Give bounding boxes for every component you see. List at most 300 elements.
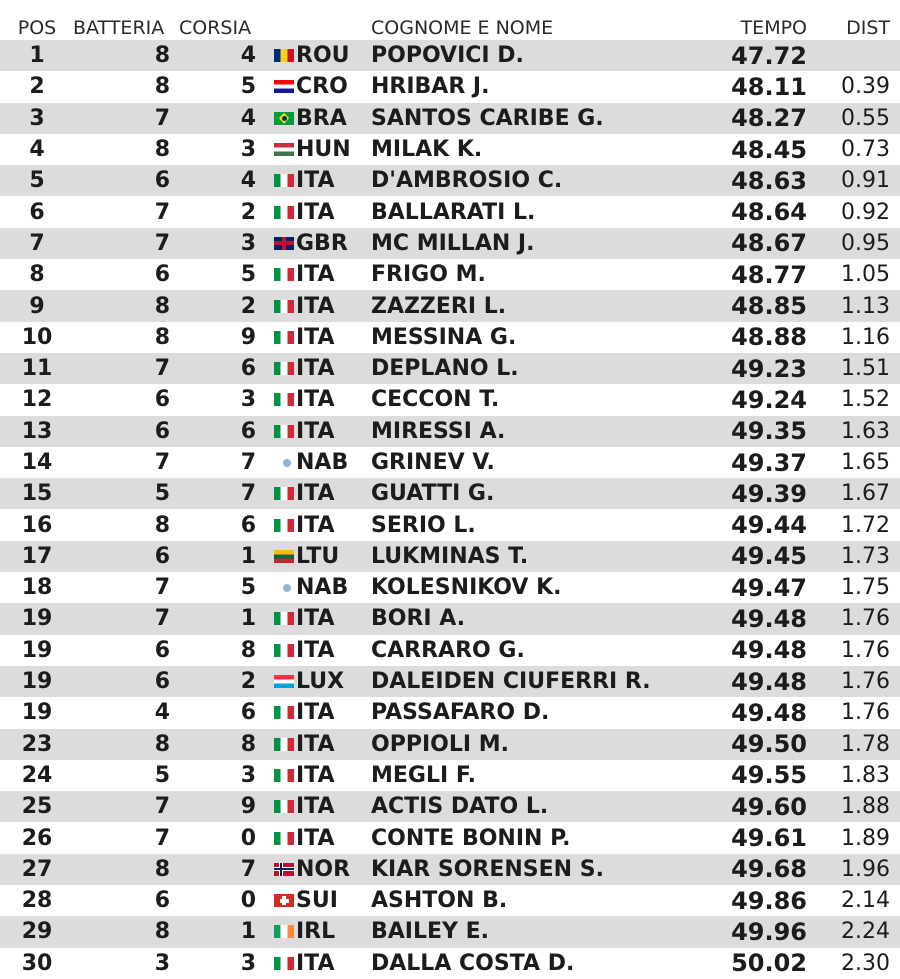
table-row <box>0 760 900 791</box>
batteria-cell: 6 <box>154 888 170 914</box>
flag-icon <box>274 206 294 219</box>
corsia-cell: 5 <box>240 74 256 100</box>
athlete-name-cell: HRIBAR J. <box>371 74 490 100</box>
flag-cell <box>273 416 295 447</box>
corsia-cell: 8 <box>240 637 256 663</box>
pos-cell: 26 <box>21 825 53 851</box>
dist-cell: 1.13 <box>841 293 890 319</box>
athlete-name-cell: MEGLI F. <box>371 762 476 788</box>
table-row <box>0 71 900 102</box>
time-cell: 50.02 <box>731 949 807 978</box>
time-cell: 49.55 <box>731 761 807 790</box>
batteria-cell: 4 <box>154 700 170 726</box>
batteria-cell: 8 <box>154 137 170 163</box>
table-row <box>0 259 900 290</box>
table-row <box>0 165 900 196</box>
pos-cell: 10 <box>21 324 53 350</box>
time-cell: 48.77 <box>731 260 807 289</box>
nationality-cell: ITA <box>296 950 335 976</box>
corsia-cell: 5 <box>240 575 256 601</box>
batteria-cell: 6 <box>154 168 170 194</box>
flag-icon <box>274 550 294 563</box>
flag-cell <box>273 447 295 478</box>
corsia-cell: 3 <box>240 387 256 413</box>
flag-icon <box>274 863 294 876</box>
corsia-cell: 0 <box>240 825 256 851</box>
flag-icon <box>283 459 291 467</box>
corsia-cell: 4 <box>240 168 256 194</box>
flag-icon <box>274 143 294 156</box>
nationality-cell: LUX <box>296 669 345 695</box>
flag-cell <box>273 228 295 259</box>
dist-cell: 2.24 <box>841 919 890 945</box>
time-cell: 47.72 <box>731 41 807 70</box>
nationality-cell: ITA <box>296 762 335 788</box>
dist-cell: 1.76 <box>841 700 890 726</box>
pos-cell: 24 <box>21 762 53 788</box>
batteria-cell: 7 <box>154 575 170 601</box>
flag-cell <box>273 885 295 916</box>
flag-cell <box>273 103 295 134</box>
nationality-cell: ITA <box>296 481 335 507</box>
nationality-cell: HUN <box>296 137 351 163</box>
pos-cell: 14 <box>21 450 53 475</box>
pos-cell: 17 <box>21 543 53 569</box>
header-tempo: TEMPO <box>740 17 807 39</box>
time-cell: 49.24 <box>731 385 807 414</box>
corsia-cell: 4 <box>240 43 256 69</box>
batteria-cell: 8 <box>154 919 170 945</box>
athlete-name-cell: DALLA COSTA D. <box>371 950 575 976</box>
time-cell: 49.44 <box>731 511 807 540</box>
dist-cell: 1.72 <box>841 512 890 538</box>
flag-icon <box>274 706 294 719</box>
flag-cell <box>273 71 295 102</box>
corsia-cell: 3 <box>240 230 256 256</box>
athlete-name-cell: CONTE BONIN P. <box>371 825 571 851</box>
dist-cell: 0.73 <box>841 137 890 163</box>
athlete-name-cell: SERIO L. <box>371 512 476 538</box>
flag-cell <box>273 635 295 666</box>
dist-cell: 1.16 <box>841 324 890 350</box>
pos-cell: 30 <box>21 950 53 976</box>
corsia-cell: 9 <box>240 794 256 820</box>
pos-cell: 12 <box>21 387 53 413</box>
athlete-name-cell: KIAR SORENSEN S. <box>371 856 604 882</box>
flag-icon <box>274 237 294 250</box>
corsia-cell: 6 <box>240 418 256 444</box>
dist-cell: 0.39 <box>841 74 890 100</box>
pos-cell: 19 <box>21 606 53 632</box>
batteria-cell: 7 <box>154 450 170 475</box>
nationality-cell: ITA <box>296 637 335 663</box>
flag-cell <box>273 541 295 572</box>
header-nome: COGNOME E NOME <box>371 17 554 39</box>
pos-cell: 4 <box>29 137 45 163</box>
athlete-name-cell: MILAK K. <box>371 137 483 163</box>
dist-cell: 2.14 <box>841 888 890 914</box>
pos-cell: 6 <box>29 199 45 225</box>
flag-icon <box>274 925 294 938</box>
nationality-cell: SUI <box>296 888 338 914</box>
flag-icon <box>274 174 294 187</box>
dist-cell: 0.91 <box>841 168 890 194</box>
athlete-name-cell: DEPLANO L. <box>371 356 519 382</box>
batteria-cell: 7 <box>154 794 170 820</box>
flag-cell <box>273 196 295 227</box>
table-row <box>0 478 900 509</box>
nationality-cell: ITA <box>296 293 335 319</box>
corsia-cell: 6 <box>240 700 256 726</box>
flag-cell <box>273 729 295 760</box>
flag-cell <box>273 509 295 540</box>
table-row <box>0 822 900 853</box>
athlete-name-cell: GUATTI G. <box>371 481 495 507</box>
table-row <box>0 290 900 321</box>
header-corsia: CORSIA <box>179 17 252 39</box>
time-cell: 49.50 <box>731 730 807 759</box>
nationality-cell: ITA <box>296 512 335 538</box>
table-row <box>0 666 900 697</box>
batteria-cell: 6 <box>154 669 170 695</box>
batteria-cell: 7 <box>154 199 170 225</box>
pos-cell: 5 <box>29 168 45 194</box>
table-row <box>0 134 900 165</box>
time-cell: 49.48 <box>731 636 807 665</box>
flag-icon <box>274 832 294 845</box>
flag-cell <box>273 916 295 947</box>
flag-cell <box>273 40 295 71</box>
flag-cell <box>273 353 295 384</box>
table-row <box>0 948 900 979</box>
flag-icon <box>283 584 291 592</box>
dist-cell: 1.67 <box>841 481 890 507</box>
nationality-cell: ITA <box>296 168 335 194</box>
corsia-cell: 6 <box>240 356 256 382</box>
pos-cell: 16 <box>21 512 53 538</box>
dist-cell: 1.75 <box>841 575 890 601</box>
athlete-name-cell: ACTIS DATO L. <box>371 794 549 820</box>
table-row <box>0 603 900 634</box>
table-row <box>0 541 900 572</box>
corsia-cell: 2 <box>240 293 256 319</box>
athlete-name-cell: D'AMBROSIO C. <box>371 168 563 194</box>
batteria-cell: 8 <box>154 43 170 69</box>
corsia-cell: 2 <box>240 199 256 225</box>
nationality-cell: LTU <box>296 543 340 569</box>
pos-cell: 25 <box>21 794 53 820</box>
corsia-cell: 5 <box>240 262 256 288</box>
batteria-cell: 5 <box>154 762 170 788</box>
pos-cell: 7 <box>29 230 45 256</box>
time-cell: 49.68 <box>731 855 807 884</box>
corsia-cell: 6 <box>240 512 256 538</box>
time-cell: 49.48 <box>731 698 807 727</box>
flag-icon <box>274 49 294 62</box>
table-row <box>0 416 900 447</box>
flag-cell <box>273 697 295 728</box>
batteria-cell: 6 <box>154 543 170 569</box>
corsia-cell: 1 <box>240 919 256 945</box>
time-cell: 49.39 <box>731 479 807 508</box>
flag-icon <box>274 519 294 532</box>
time-cell: 49.61 <box>731 824 807 853</box>
nationality-cell: ITA <box>296 794 335 820</box>
nationality-cell: ITA <box>296 387 335 413</box>
dist-cell: 1.78 <box>841 731 890 757</box>
nationality-cell: ITA <box>296 262 335 288</box>
batteria-cell: 8 <box>154 512 170 538</box>
dist-cell: 1.65 <box>841 450 890 475</box>
batteria-cell: 6 <box>154 637 170 663</box>
athlete-name-cell: KOLESNIKOV K. <box>371 575 562 601</box>
flag-icon <box>274 331 294 344</box>
time-cell: 49.45 <box>731 542 807 571</box>
flag-icon <box>274 612 294 625</box>
flag-cell <box>273 322 295 353</box>
flag-cell <box>273 572 295 603</box>
athlete-name-cell: MESSINA G. <box>371 324 517 350</box>
time-cell: 48.67 <box>731 229 807 258</box>
table-row <box>0 40 900 71</box>
flag-cell <box>273 791 295 822</box>
nationality-cell: GBR <box>296 230 348 256</box>
corsia-cell: 3 <box>240 137 256 163</box>
athlete-name-cell: CECCON T. <box>371 387 500 413</box>
batteria-cell: 3 <box>154 950 170 976</box>
pos-cell: 9 <box>29 293 45 319</box>
flag-cell <box>273 666 295 697</box>
table-row <box>0 196 900 227</box>
nationality-cell: ITA <box>296 731 335 757</box>
header-dist: DIST <box>846 17 890 39</box>
dist-cell: 1.89 <box>841 825 890 851</box>
pos-cell: 8 <box>29 262 45 288</box>
batteria-cell: 7 <box>154 356 170 382</box>
batteria-cell: 6 <box>154 387 170 413</box>
dist-cell: 1.52 <box>841 387 890 413</box>
flag-icon <box>274 268 294 281</box>
dist-cell: 1.88 <box>841 794 890 820</box>
flag-cell <box>273 822 295 853</box>
time-cell: 48.85 <box>731 292 807 321</box>
flag-cell <box>273 134 295 165</box>
corsia-cell: 1 <box>240 606 256 632</box>
time-cell: 48.11 <box>731 72 807 101</box>
flag-cell <box>273 760 295 791</box>
pos-cell: 3 <box>29 105 45 131</box>
time-cell: 49.37 <box>731 448 807 477</box>
athlete-name-cell: LUKMINAS T. <box>371 543 529 569</box>
dist-cell: 1.83 <box>841 762 890 788</box>
flag-cell <box>273 259 295 290</box>
time-cell: 49.48 <box>731 667 807 696</box>
batteria-cell: 5 <box>154 481 170 507</box>
flag-icon <box>274 362 294 375</box>
athlete-name-cell: OPPIOLI M. <box>371 731 509 757</box>
time-cell: 48.27 <box>731 104 807 133</box>
flag-cell <box>273 165 295 196</box>
flag-cell <box>273 948 295 979</box>
time-cell: 48.63 <box>731 166 807 195</box>
corsia-cell: 7 <box>240 856 256 882</box>
flag-cell <box>273 384 295 415</box>
nationality-cell: ITA <box>296 825 335 851</box>
table-row <box>0 697 900 728</box>
batteria-cell: 7 <box>154 230 170 256</box>
pos-cell: 29 <box>21 919 53 945</box>
corsia-cell: 0 <box>240 888 256 914</box>
table-row <box>0 635 900 666</box>
batteria-cell: 8 <box>154 856 170 882</box>
corsia-cell: 7 <box>240 450 256 475</box>
nationality-cell: BRA <box>296 105 347 131</box>
flag-icon <box>274 769 294 782</box>
pos-cell: 18 <box>21 575 53 601</box>
table-row <box>0 228 900 259</box>
corsia-cell: 3 <box>240 762 256 788</box>
time-cell: 49.96 <box>731 917 807 946</box>
athlete-name-cell: POPOVICI D. <box>371 43 524 69</box>
table-body <box>0 40 900 979</box>
corsia-cell: 8 <box>240 731 256 757</box>
time-cell: 49.47 <box>731 573 807 602</box>
pos-cell: 19 <box>21 637 53 663</box>
athlete-name-cell: CARRARO G. <box>371 637 525 663</box>
dist-cell <box>820 40 890 71</box>
table-row <box>0 854 900 885</box>
table-row <box>0 885 900 916</box>
table-row <box>0 572 900 603</box>
batteria-cell: 8 <box>154 324 170 350</box>
athlete-name-cell: FRIGO M. <box>371 262 486 288</box>
pos-cell: 1 <box>29 43 45 69</box>
flag-icon <box>274 644 294 657</box>
time-cell: 48.88 <box>731 323 807 352</box>
corsia-cell: 9 <box>240 324 256 350</box>
table-row <box>0 447 900 478</box>
pos-cell: 27 <box>21 856 53 882</box>
flag-icon <box>274 393 294 406</box>
nationality-cell: ITA <box>296 199 335 225</box>
corsia-cell: 4 <box>240 105 256 131</box>
flag-cell <box>273 854 295 885</box>
dist-cell: 1.63 <box>841 418 890 444</box>
time-cell: 49.86 <box>731 886 807 915</box>
dist-cell: 1.76 <box>841 637 890 663</box>
flag-icon <box>274 957 294 970</box>
dist-cell: 0.55 <box>841 105 890 131</box>
nationality-cell: ITA <box>296 606 335 632</box>
athlete-name-cell: BORI A. <box>371 606 466 632</box>
pos-cell: 28 <box>21 888 53 914</box>
nationality-cell: IRL <box>296 919 336 945</box>
nationality-cell: CRO <box>296 74 348 100</box>
time-cell: 49.23 <box>731 354 807 383</box>
nationality-cell: ITA <box>296 700 335 726</box>
pos-cell: 11 <box>21 356 53 382</box>
dist-cell: 1.51 <box>841 356 890 382</box>
batteria-cell: 7 <box>154 606 170 632</box>
pos-cell: 13 <box>21 418 53 444</box>
table-row <box>0 791 900 822</box>
time-cell: 48.45 <box>731 135 807 164</box>
flag-icon <box>274 80 294 93</box>
table-row <box>0 509 900 540</box>
dist-cell: 1.05 <box>841 262 890 288</box>
time-cell: 49.60 <box>731 792 807 821</box>
flag-cell <box>273 478 295 509</box>
header-batteria: BATTERIA <box>73 17 165 39</box>
table-row <box>0 384 900 415</box>
dist-cell: 1.76 <box>841 669 890 695</box>
nationality-cell: NAB <box>296 450 349 475</box>
athlete-name-cell: MIRESSI A. <box>371 418 506 444</box>
athlete-name-cell: DALEIDEN CIUFERRI R. <box>371 669 651 695</box>
dist-cell: 0.92 <box>841 199 890 225</box>
batteria-cell: 8 <box>154 293 170 319</box>
batteria-cell: 8 <box>154 731 170 757</box>
dist-cell: 2.30 <box>841 950 890 976</box>
pos-cell: 23 <box>21 731 53 757</box>
dist-cell: 1.73 <box>841 543 890 569</box>
flag-icon <box>274 800 294 813</box>
athlete-name-cell: BALLARATI L. <box>371 199 536 225</box>
nationality-cell: ITA <box>296 418 335 444</box>
flag-cell <box>273 603 295 634</box>
table-row <box>0 353 900 384</box>
flag-icon <box>274 675 294 688</box>
time-cell: 48.64 <box>731 198 807 227</box>
flag-icon <box>274 738 294 751</box>
dist-cell: 0.95 <box>841 230 890 256</box>
corsia-cell: 7 <box>240 481 256 507</box>
flag-icon <box>274 487 294 500</box>
corsia-cell: 1 <box>240 543 256 569</box>
nationality-cell: NOR <box>296 856 351 882</box>
athlete-name-cell: ZAZZERI L. <box>371 293 507 319</box>
nationality-cell: ITA <box>296 356 335 382</box>
table-row <box>0 729 900 760</box>
flag-icon <box>274 425 294 438</box>
nationality-cell: NAB <box>296 575 349 601</box>
batteria-cell: 6 <box>154 262 170 288</box>
corsia-cell: 2 <box>240 669 256 695</box>
flag-cell <box>273 290 295 321</box>
batteria-cell: 8 <box>154 74 170 100</box>
nationality-cell: ROU <box>296 43 350 69</box>
table-header <box>0 0 900 40</box>
dist-cell: 1.76 <box>841 606 890 632</box>
pos-cell: 19 <box>21 669 53 695</box>
flag-icon <box>274 894 294 907</box>
header-pos: POS <box>17 17 57 39</box>
table-row <box>0 916 900 947</box>
table-row <box>0 322 900 353</box>
dist-cell: 1.96 <box>841 856 890 882</box>
corsia-cell: 3 <box>240 950 256 976</box>
athlete-name-cell: BAILEY E. <box>371 919 490 945</box>
pos-cell: 2 <box>29 74 45 100</box>
athlete-name-cell: GRINEV V. <box>371 450 495 475</box>
batteria-cell: 6 <box>154 418 170 444</box>
flag-icon <box>274 112 294 125</box>
athlete-name-cell: MC MILLAN J. <box>371 230 535 256</box>
batteria-cell: 7 <box>154 105 170 131</box>
pos-cell: 19 <box>21 700 53 726</box>
athlete-name-cell: SANTOS CARIBE G. <box>371 105 604 131</box>
nationality-cell: ITA <box>296 324 335 350</box>
